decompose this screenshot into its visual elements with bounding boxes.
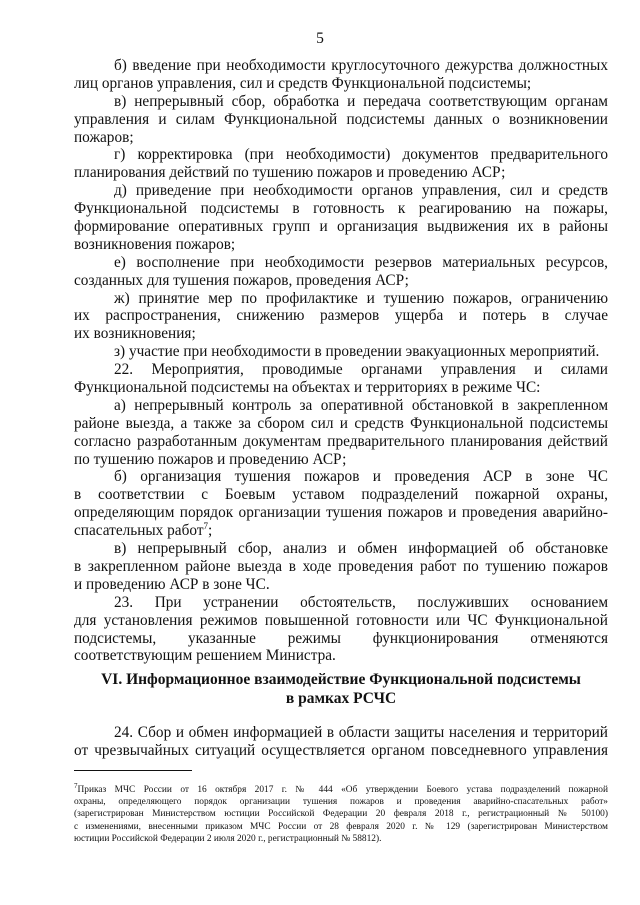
body-line xyxy=(74,111,608,129)
footnote-line-text: (зарегистрирован Министерством юстиции Российской Федерации 20 февраля 2018 г., регистрационный № 50100) xyxy=(74,809,608,820)
paragraph-24-line xyxy=(74,742,608,760)
body-line-text: д) приведение при необходимости органов управления, сил и средств xyxy=(114,182,608,200)
body-line xyxy=(74,415,608,433)
body-line xyxy=(74,93,608,111)
body-line xyxy=(74,612,608,630)
section-heading xyxy=(74,670,608,708)
body-line-text: по тушению пожаров и проведению АСР; xyxy=(74,450,347,468)
body-line-text: созданных для тушения пожаров, проведения АСР; xyxy=(74,271,409,289)
footnote-line-text: юстиции Российской Федерации 2 июля 2020 г., регистрационный № 58812). xyxy=(74,833,382,844)
footnote xyxy=(74,781,608,845)
body-line-text: спасательных работ xyxy=(74,522,204,540)
body-line xyxy=(74,594,608,612)
body-line xyxy=(74,451,608,469)
body-line xyxy=(74,558,608,576)
body-line-text: пожаров; xyxy=(74,128,134,146)
body-line-text: ж) принятие мер по профилактике и тушению пожаров, ограничению xyxy=(114,289,608,307)
body-line-text: в закрепленном районе выезда в ходе проведения работ по тушению пожаров xyxy=(74,557,608,575)
body-line-text: лиц органов управления, сил и средств Функциональной подсистемы; xyxy=(74,74,532,92)
body-line-suffix: ; xyxy=(208,522,213,540)
body-line-text: 22. Мероприятия, проводимые органами управления и силами xyxy=(114,361,608,379)
body-line xyxy=(74,576,608,594)
body-line xyxy=(74,146,608,164)
body-line xyxy=(74,200,608,218)
body-line-text: районе выезда, а также за сбором сил и средств Функциональной подсистемы xyxy=(74,414,608,432)
body-line xyxy=(74,325,608,343)
body-line xyxy=(74,129,608,147)
body-line-text: в) непрерывный сбор, обработка и передача соответствующим органам xyxy=(114,92,608,110)
body-line xyxy=(74,57,608,75)
body-line xyxy=(74,75,608,93)
body-line-text: планирования действий по тушению пожаров и проведению АСР; xyxy=(74,164,506,182)
body-line-text: 23. При устранении обстоятельств, послуживших основанием xyxy=(114,593,608,611)
body-line-text: б) введение при необходимости круглосуточного дежурства должностных xyxy=(114,57,608,74)
footnote-line-text: Приказ МЧС России от 16 октября 2017 г. № 444 «Об утверждении Боевого устава подразделений пожарной xyxy=(77,785,608,795)
body-line xyxy=(74,379,608,397)
body-line xyxy=(74,397,608,415)
section-heading-line-1: VI. Информационное взаимодействие Функциональной подсистемы xyxy=(101,671,581,688)
body-line-text: определяющим порядок организации тушения пожаров и проведения аварийно- xyxy=(74,504,608,522)
body-line-text: подсистемы, указанные режимы функционирования отменяются xyxy=(74,629,608,647)
page-number: 5 xyxy=(316,30,324,47)
footnote-line xyxy=(74,808,608,820)
footnote-reference: 7 xyxy=(203,521,209,532)
body-line-text: их возникновения; xyxy=(74,325,196,343)
body-line xyxy=(74,540,608,558)
body-line-text: в) непрерывный сбор, анализ и обмен информацией об обстановке xyxy=(114,540,608,558)
body-line xyxy=(74,218,608,236)
body-line-text: возникновения пожаров; xyxy=(74,235,236,253)
footnote-line xyxy=(74,821,608,833)
footnote-line-text: охраны, определяющего порядок организации тушения пожаров и проведения аварийно-спасательных работ» xyxy=(74,797,608,808)
footnote-line xyxy=(74,781,608,796)
body-line xyxy=(74,486,608,504)
body-line xyxy=(74,236,608,254)
body-line xyxy=(74,164,608,182)
body-line xyxy=(74,361,608,379)
body-line-text: управления и силам Функциональной подсистемы данных о возникновении xyxy=(74,110,608,128)
footnote-line xyxy=(74,833,608,845)
body-line-text: з) участие при необходимости в проведении эвакуационных мероприятий. xyxy=(114,343,600,361)
body-line-text: а) непрерывный контроль за оперативной обстановкой в закрепленном xyxy=(114,396,608,414)
body-line-text: е) восполнение при необходимости резервов материальных ресурсов, xyxy=(114,253,608,271)
body-line-text: и проведению АСР в зоне ЧС. xyxy=(74,575,270,593)
body-line-text: соответствующим решением Министра. xyxy=(74,647,336,665)
section-heading-line-2: в рамках РСЧС xyxy=(285,690,397,707)
body-line xyxy=(74,630,608,648)
body-line-text: формирование оперативных групп и организация выдвижения их в районы xyxy=(74,218,608,236)
body-line-text: Функциональной подсистемы в готовность к реагированию на пожары, xyxy=(74,200,608,218)
body-line xyxy=(74,307,608,325)
body-line xyxy=(74,290,608,308)
footnote-line xyxy=(74,796,608,808)
paragraph-24-line-text: от чрезвычайных ситуаций осуществляется органом повседневного управления xyxy=(74,741,608,759)
footnote-separator xyxy=(74,770,192,771)
body-line xyxy=(74,182,608,200)
footnote-marker: 7 xyxy=(74,781,78,790)
body-line-text: в соответствии с Боевым уставом подразделений пожарной охраны, xyxy=(74,486,608,504)
body-line xyxy=(74,504,608,522)
footnote-line-text: с изменениями, внесенными приказом МЧС России от 28 февраля 2020 г. № 129 (зарегистрирован Министерством xyxy=(74,821,608,832)
body-line-text: б) организация тушения пожаров и проведения АСР в зоне ЧС xyxy=(114,468,608,486)
body-line xyxy=(74,522,608,540)
body-line-text: согласно разработанным документам предварительного планирования действий xyxy=(74,432,608,450)
body-line-text: Функциональной подсистемы на объектах и территориях в режиме ЧС: xyxy=(74,379,541,397)
body-line xyxy=(74,433,608,451)
body-line-text: г) корректировка (при необходимости) документов предварительного xyxy=(114,146,608,164)
body-line xyxy=(74,343,608,361)
paragraph-24 xyxy=(74,724,608,760)
body-line xyxy=(74,468,608,486)
body-line xyxy=(74,647,608,665)
body-line-text: для установления режимов повышенной готовности или ЧС Функциональной xyxy=(74,611,608,629)
body-text xyxy=(74,57,608,665)
paragraph-24-line xyxy=(74,724,608,742)
body-line xyxy=(74,272,608,290)
body-line-text: их распространения, снижению размеров ущерба и потерь в случае xyxy=(74,307,608,325)
paragraph-24-line-text: 24. Сбор и обмен информацией в области защиты населения и территорий xyxy=(114,724,608,741)
body-line xyxy=(74,254,608,272)
